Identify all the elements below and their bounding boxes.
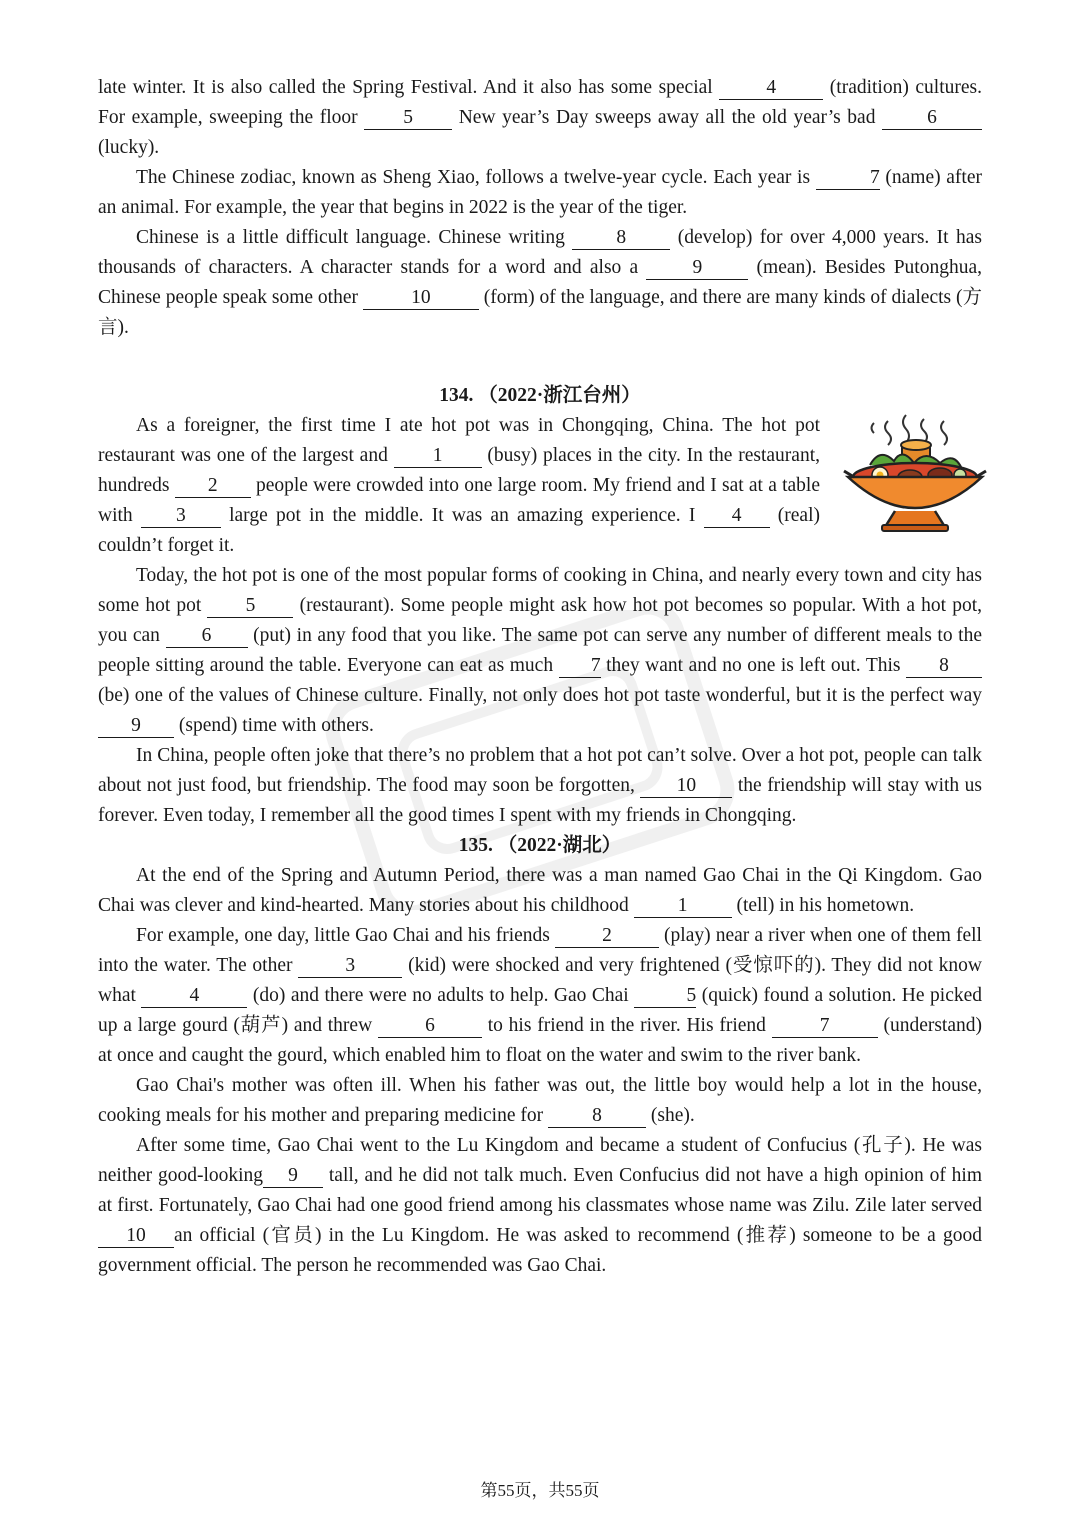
blank-4[interactable]: 4: [141, 985, 247, 1008]
question-134-heading: 134. （2022·浙江台州）: [439, 385, 641, 406]
blank-5[interactable]: 5: [207, 595, 293, 618]
question-135-heading: 135. （2022·湖北）: [458, 835, 622, 856]
blank-7[interactable]: 7: [559, 655, 601, 678]
blank-9[interactable]: 9: [263, 1165, 323, 1188]
q135-paragraph-4: After some time, Gao Chai went to the Lu Kingdom and became a student of Confucius (孔子). He was neither good-looking 9 tall, and he did not talk much. Even Confucius did not have a high opinion of him at first. Fortunately, Gao Chai had one good friend among his classmates whose name was Zilu. Zile later served10 an official (官员) in the Lu Kingdom. He was asked to recommend (推荐) someone to be a good government official. The person he recommended was Gao Chai.: [98, 1135, 982, 1276]
blank-6[interactable]: 6: [882, 107, 982, 130]
q134-paragraph-1: As a foreigner, the first time I ate hot pot was in Chongqing, China. The hot pot restaurant was one of the largest and 1 (busy) places in the city. In the restaurant, hundreds 2 people were crowded into one large room. My friend and I sat at a table with 3 large pot in the middle. It was an amazing experience. I 4 (real) couldn’t forget it.: [98, 415, 820, 556]
blank-2[interactable]: 2: [555, 925, 659, 948]
blank-1[interactable]: 1: [634, 895, 732, 918]
blank-8[interactable]: 8: [548, 1105, 646, 1128]
blank-8[interactable]: 8: [906, 655, 982, 678]
page-number-footer: 第55页，共55页: [480, 1481, 600, 1500]
q134-paragraph-2: Today, the hot pot is one of the most popular forms of cooking in China, and nearly every town and city has some hot pot 5 (restaurant). Some people might ask how hot pot becomes so popular. With a hot pot, you can 6 (put) in any food that you like. The same pot can serve any number of different meals to the people sitting around the table. Everyone can eat as much 7 they want and no one is left out. This 8 (be) one of the values of Chinese culture. Finally, not only does hot pot taste wonderful, but it is the perfect way 9 (spend) time with others.: [98, 565, 982, 736]
document-page: [98, 73, 982, 1281]
q133-paragraph-3: Chinese is a little difficult language. Chinese writing 8 (develop) for over 4,000 years. It has thousands of characters. A character stands for a word and also a 9 (mean). Besides Putonghua, Chinese people speak some other 10 (form) of the language, and there are many kinds of dialects (方言).: [98, 227, 982, 338]
blank-10[interactable]: 10: [98, 1225, 174, 1248]
blank-6[interactable]: 6: [378, 1015, 482, 1038]
blank-9[interactable]: 9: [646, 257, 748, 280]
hot-pot-illustration: [840, 413, 990, 533]
q133-paragraph-2: The Chinese zodiac, known as Sheng Xiao, follows a twelve-year cycle. Each year is 7 (name) after an animal. For example, the year that begins in 2022 is the year of the tiger.: [98, 167, 982, 218]
blank-10[interactable]: 10: [363, 287, 479, 310]
q135-paragraph-1: At the end of the Spring and Autumn Period, there was a man named Gao Chai in the Qi Kingdom. Gao Chai was clever and kind-hearted. Many stories about his childhood 1 (tell) in his hometown.: [98, 865, 982, 916]
q135-paragraph-3: Gao Chai's mother was often ill. When his father was out, the little boy would help a lot in the house, cooking meals for his mother and preparing medicine for 8 (she).: [98, 1075, 982, 1126]
blank-6[interactable]: 6: [166, 625, 248, 648]
blank-7[interactable]: 7: [772, 1015, 878, 1038]
q133-paragraph-1: late winter. It is also called the Spring Festival. And it also has some special 4 (tradition) cultures. For example, sweeping the floor 5 New year’s Day sweeps away all the old year’s bad 6 (lucky).: [98, 77, 982, 158]
blank-2[interactable]: 2: [175, 475, 251, 498]
blank-5[interactable]: 5: [634, 985, 696, 1008]
blank-3[interactable]: 3: [141, 505, 221, 528]
blank-7[interactable]: 7: [816, 167, 880, 190]
blank-1[interactable]: 1: [394, 445, 482, 468]
blank-9[interactable]: 9: [98, 715, 174, 738]
q134-paragraph-3: In China, people often joke that there’s no problem that a hot pot can’t solve. Over a hot pot, people can talk about not just food, but friendship. The food may soon be forgotten, 10 the friendship will stay with us forever. Even today, I remember all the good times I spent with my friends in Chongqing.: [98, 745, 982, 826]
q135-paragraph-2: For example, one day, little Gao Chai and his friends 2 (play) near a river when one of them fell into the water. The other 3 (kid) were shocked and very frightened (受惊吓的). They did not know what 4 (do) and there were no adults to help. Gao Chai 5 (quick) found a solution. He picked up a large gourd (葫芦) and threw 6 to his friend in the river. His friend 7 (understand) at once and caught the gourd, which enabled him to float on the water and swim to the river bank.: [98, 925, 983, 1066]
blank-8[interactable]: 8: [572, 227, 670, 250]
blank-4[interactable]: 4: [719, 77, 823, 100]
blank-5[interactable]: 5: [364, 107, 452, 130]
blank-10[interactable]: 10: [640, 775, 732, 798]
blank-3[interactable]: 3: [298, 955, 402, 978]
blank-4[interactable]: 4: [704, 505, 770, 528]
